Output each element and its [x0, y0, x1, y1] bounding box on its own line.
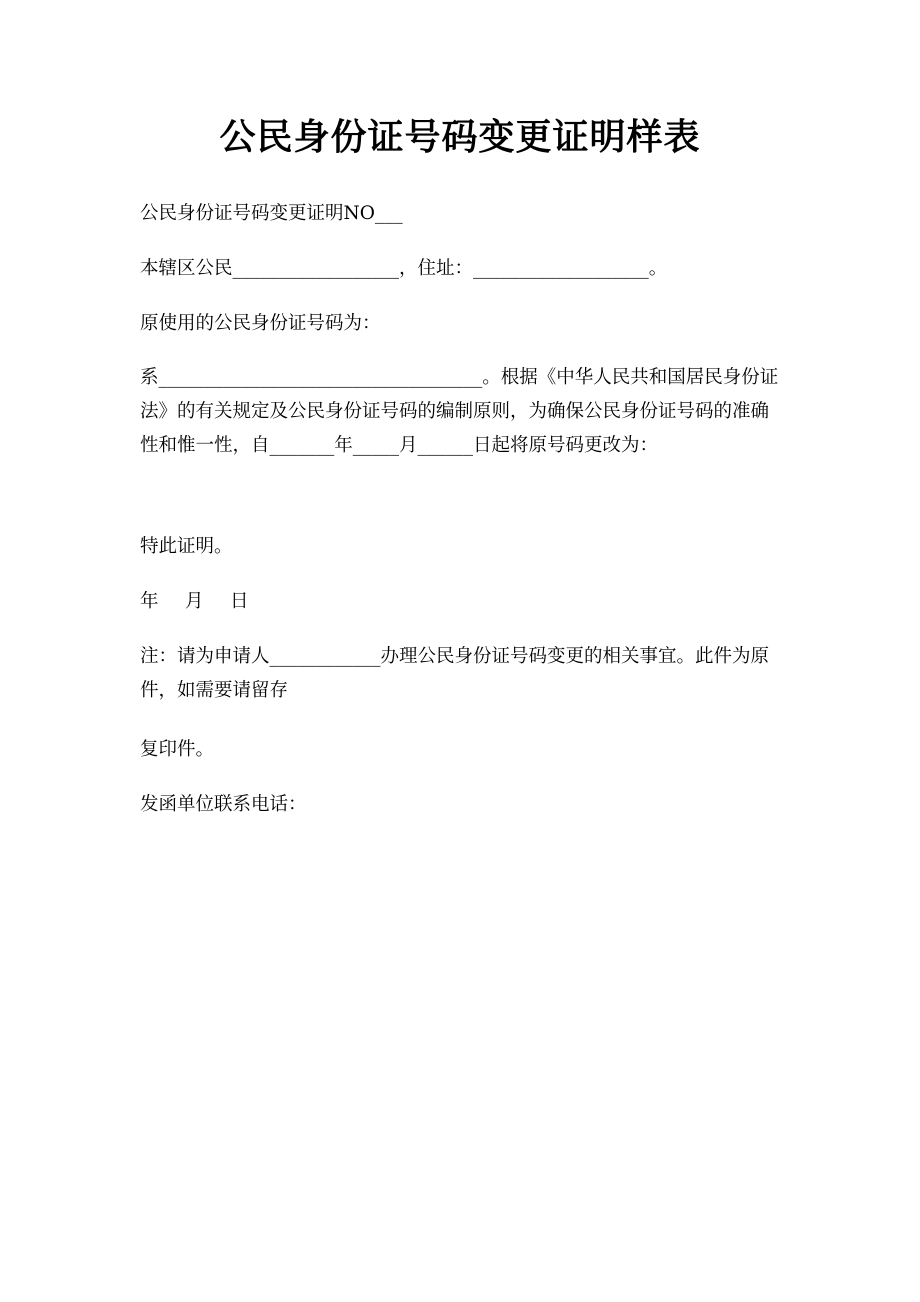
- main-paragraph: 系___________________________________。根据《中华人民共和国居民身份证法》的有关规定及公民身份证号码的编制原则，为确保公民身份证号码的准确性和惟一性，自_______年_____月______日起将原号码更改为：: [140, 367, 779, 456]
- note-paragraph: 注：请为申请人____________办理公民身份证号码变更的相关事宜。此件为原件，如需要请留存: [140, 646, 770, 701]
- date-line: [140, 585, 785, 619]
- date-year-label: 年: [140, 591, 159, 612]
- certify-line: 特此证明。: [140, 536, 233, 557]
- certificate-number-line: 公民身份证号码变更证明NO___: [140, 203, 403, 224]
- document-title: 公民身份证号码变更证明样表: [219, 116, 701, 158]
- date-month-label: 月: [185, 591, 204, 612]
- copy-line: 复印件。: [140, 739, 215, 760]
- contact-phone-line: 发函单位联系电话：: [140, 794, 307, 815]
- original-id-line: 原使用的公民身份证号码为：: [140, 313, 381, 334]
- date-day-label: 日: [230, 591, 249, 612]
- citizen-address-line: 本辖区公民__________________，住址：___________________。: [140, 258, 668, 279]
